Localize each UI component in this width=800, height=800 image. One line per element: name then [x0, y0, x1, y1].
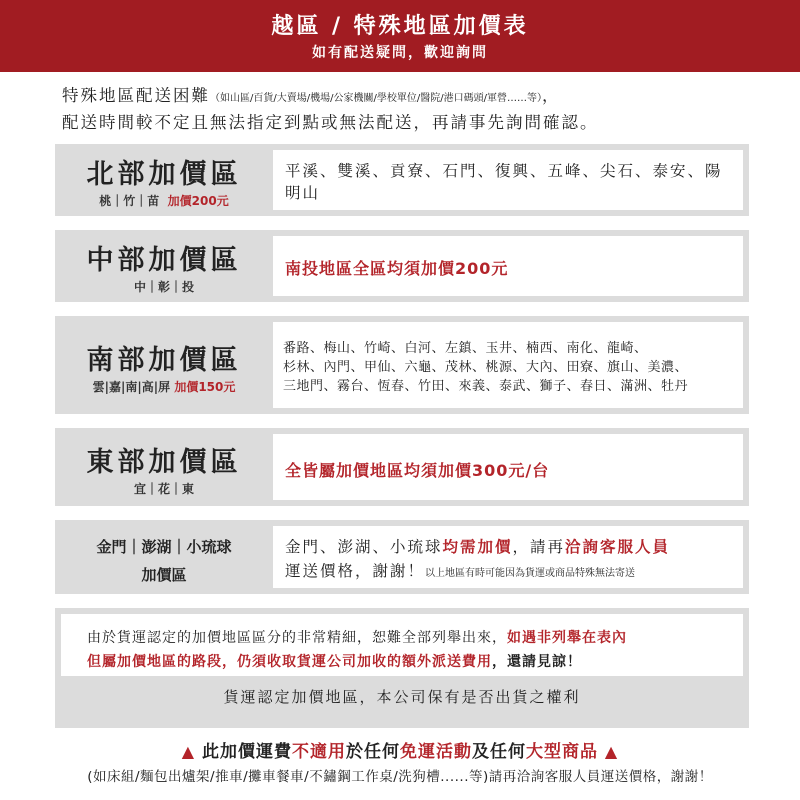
- islands-desc-a: 金門、澎湖、小琉球: [285, 538, 443, 556]
- notice-line1-a: 由於貨運認定的加價地區區分的非常精細，恕難全部列舉出來，: [87, 630, 507, 646]
- intro-line1: [62, 84, 782, 111]
- east-zone-desc: 全皆屬加價地區均須加價300元/台: [285, 461, 550, 480]
- footer-note: (如床組/麵包出爐架/推車/攤車餐車/不鏽鋼工作桌/洗狗槽......等)請再洽詢客服人員運送價格，謝謝！: [87, 769, 713, 785]
- islands-zone-title: 金門｜澎湖｜小琉球: [96, 538, 232, 556]
- east-zone-areas: 宜｜花｜東: [133, 482, 194, 496]
- east-zone-title: 東部加價區: [86, 447, 242, 478]
- page-subtitle: 如有配送疑問，歡迎詢問: [312, 45, 488, 61]
- islands-zone-panel: [273, 526, 743, 588]
- central-zone-areas: 中｜彰｜投: [133, 280, 194, 294]
- notice-panel: [61, 614, 743, 676]
- warning-c: 於任何: [346, 742, 400, 762]
- header-banner: [0, 0, 800, 72]
- notice-line2-b: 但屬加價地區的路段，仍須收取貨運公司加收的額外派送費用: [87, 654, 492, 670]
- warning-b: 不適用: [292, 742, 346, 762]
- north-zone: [55, 144, 749, 216]
- central-zone-desc: 南投地區全區均須加價200元: [285, 259, 509, 278]
- islands-desc-c: ，請再: [512, 538, 566, 556]
- warning-triangle-icon: ▲: [604, 742, 619, 761]
- east-zone-panel: [273, 434, 743, 500]
- warning-triangle-icon: ▲: [181, 742, 196, 761]
- north-zone-title: 北部加價區: [86, 159, 242, 190]
- warning-f: 大型商品: [526, 742, 598, 762]
- east-zone: [55, 428, 749, 506]
- intro-text: [62, 84, 782, 135]
- notice-line1-b: 如遇非列舉在表內: [507, 630, 627, 646]
- warning-a: 此加價運費: [202, 742, 292, 762]
- islands-desc-b: 均需加價: [442, 538, 513, 556]
- warning-e: 及任何: [472, 742, 526, 762]
- islands-desc-small: 以上地區有時可能因為貨運或商品特殊無法寄送: [425, 568, 636, 579]
- north-zone-desc: 平溪、雙溪、貢寮、石門、復興、五峰、尖石、泰安、陽明山: [285, 162, 723, 202]
- notice-text: [87, 626, 733, 674]
- intro-line1-main: 特殊地區配送困難: [62, 86, 210, 105]
- central-zone-panel: [273, 236, 743, 296]
- south-zone: [55, 316, 749, 414]
- central-zone: [55, 230, 749, 302]
- islands-zone-title-2: 加價區: [141, 566, 187, 584]
- warning-d: 免運活動: [400, 742, 472, 762]
- islands-zone-desc-1: [285, 536, 735, 558]
- warning-line: [0, 737, 800, 762]
- notice-rights: 貨運認定加價地區，本公司保有是否出貨之權利: [223, 688, 581, 706]
- east-zone-label: [55, 428, 273, 506]
- page-title: 越區 / 特殊地區加價表: [271, 14, 529, 39]
- south-zone-desc-2: 杉林、內門、甲仙、六龜、茂林、桃源、大內、田寮、旗山、美濃、: [283, 360, 689, 375]
- south-zone-desc-3: 三地門、霧台、恆春、竹田、來義、泰武、獅子、春日、滿洲、牡丹: [283, 379, 689, 394]
- notice-box: [55, 608, 749, 728]
- south-zone-desc-1: 番路、梅山、竹崎、白河、左鎮、玉井、楠西、南化、龍崎、: [283, 341, 648, 356]
- islands-desc-e: 運送價格，謝謝！: [285, 562, 426, 580]
- central-zone-label: [55, 230, 273, 302]
- notice-line1: [87, 626, 733, 650]
- notice-line2-c: ，還請見諒！: [492, 654, 582, 670]
- north-zone-sub: [55, 192, 273, 209]
- notice-line2: [87, 650, 733, 674]
- south-zone-panel: [273, 322, 743, 408]
- north-zone-label: [55, 144, 273, 216]
- north-zone-price: 加價200元: [167, 194, 229, 208]
- islands-zone-label: [55, 520, 273, 594]
- south-zone-areas: 雲|嘉|南|高|屏: [92, 380, 171, 394]
- north-zone-panel: [273, 150, 743, 210]
- islands-zone: [55, 520, 749, 594]
- islands-desc-d: 洽詢客服人員: [565, 538, 671, 556]
- south-zone-label: [55, 316, 273, 414]
- central-zone-title: 中部加價區: [86, 245, 242, 276]
- intro-line1-end: ，: [541, 86, 561, 105]
- north-zone-areas: 桃｜竹｜苗: [99, 194, 160, 208]
- intro-line2: 配送時間較不定且無法指定到點或無法配送，再請事先詢問確認。: [62, 113, 599, 132]
- islands-zone-desc-2: [285, 560, 735, 585]
- south-zone-sub: [55, 378, 273, 395]
- intro-line1-small: （如山區/百貨/大賣場/機場/公家機關/學校單位/醫院/港口碼頭/軍營……等）: [210, 93, 542, 104]
- south-zone-price: 加價150元: [174, 380, 236, 394]
- south-zone-title: 南部加價區: [86, 345, 242, 376]
